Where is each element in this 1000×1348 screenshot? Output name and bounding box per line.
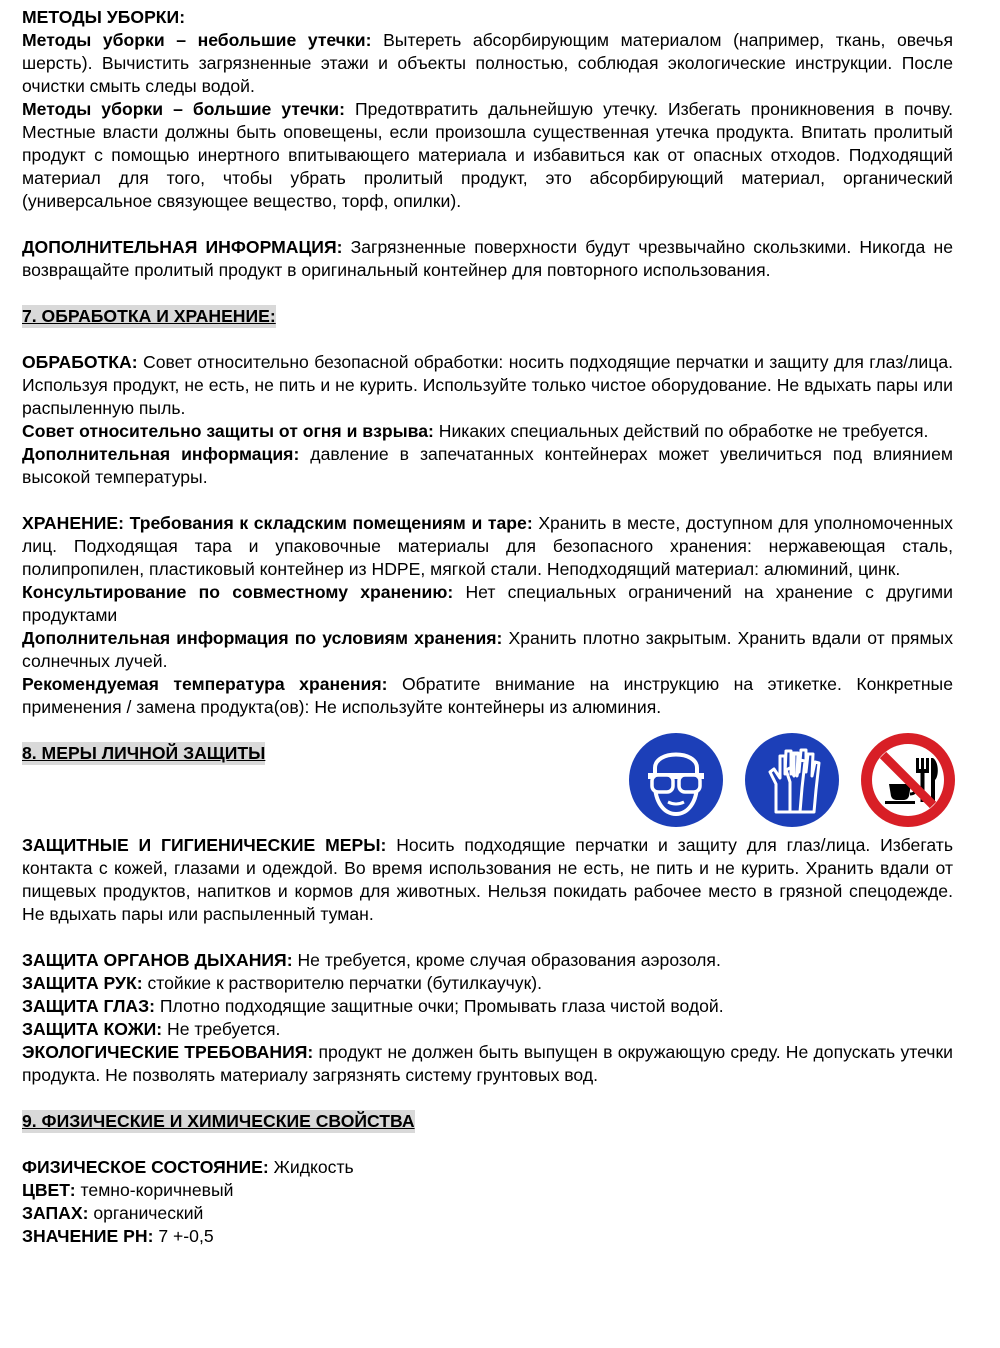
document-page	[22, 6, 953, 1248]
section-8-header	[22, 742, 953, 834]
odor-property: ЗАПАХ: органический	[22, 1203, 204, 1223]
handling-paragraph: ОБРАБОТКА: Совет относительно безопасной обработки: носить подходящие перчатки и защиту для глаз/лица. Используя продукт, не есть, не пить и не курить. Используйте только чистое оборудование. Не вдыхать пары или распыленную пыль.	[22, 352, 953, 418]
storage-paragraph: ХРАНЕНИЕ: Требования к складским помещениям и таре: Хранить в месте, доступном для уполномоченных лиц. Подходящая тара и упаковочные материалы для безопасного хранения: нержавеющая сталь, полипропилен, пластиковый контейнер из HDPE, мягкой стали. Неподходящий материал: алюминий, цинк.	[22, 513, 953, 579]
environmental-requirements: ЭКОЛОГИЧЕСКИЕ ТРЕБОВАНИЯ: продукт не должен быть выпущен в окружающую среду. Не допускать утечки продукта. Не позволять материалу загрязнять систему грунтовых вод.	[22, 1042, 953, 1085]
storage-temperature-paragraph: Рекомендуемая температура хранения: Обратите внимание на инструкцию на этикетке. Конкретные применения / замена продукта(ов): Не используйте контейнеры из алюминия.	[22, 674, 953, 717]
storage-conditions-paragraph: Дополнительная информация по условиям хранения: Хранить плотно закрытым. Хранить вдали от прямых солнечных лучей.	[22, 628, 953, 671]
section-7-title: 7. ОБРАБОТКА И ХРАНЕНИЕ:	[22, 306, 276, 326]
respiratory-protection: ЗАЩИТА ОРГАНОВ ДЫХАНИЯ: Не требуется, кроме случая образования аэрозоля.	[22, 950, 721, 970]
additional-info: ДОПОЛНИТЕЛЬНАЯ ИНФОРМАЦИЯ: Загрязненные поверхности будут чрезвычайно скользкими. Никогда не возвращайте пролитый продукт в оригинальный контейнер для повторного использования.	[22, 237, 953, 280]
eye-protection: ЗАЩИТА ГЛАЗ: Плотно подходящие защитные очки; Промывать глаза чистой водой.	[22, 996, 724, 1016]
eye-protection-icon	[628, 732, 724, 828]
cleanup-large-leaks: Методы уборки – большие утечки: Предотвратить дальнейшую утечку. Избегать проникновения в почву. Местные власти должны быть оповещены, если произошла существенная утечка продукта. Впитать пролитый продукт с помощью инертного впитывающего материала и избавиться как от опасных отходов. Подходящий материал для того, чтобы убрать пролитый продукт, это абсорбирующий материал, органический (универсальное связующее вещество, торф, опилки).	[22, 99, 953, 211]
no-eating-drinking-icon	[860, 732, 956, 828]
gloves-icon	[744, 732, 840, 828]
color-property: ЦВЕТ: темно-коричневый	[22, 1180, 234, 1200]
cleanup-heading: МЕТОДЫ УБОРКИ:	[22, 7, 186, 27]
cleanup-small-leaks: Методы уборки – небольшие утечки: Вытереть абсорбирующим материалом (например, ткань, овечья шерсть). Вычистить загрязненные этажи и объекты полностью, соблюдая экологические инструкции. После очистки смыть следы водой.	[22, 30, 953, 96]
hygiene-measures-paragraph: ЗАЩИТНЫЕ И ГИГИЕНИЧЕСКИЕ МЕРЫ: Носить подходящие перчатки и защиту для глаз/лица. Избегать контакта с кожей, глазами и одеждой. Во время использования не есть, не пить и не курить. Хранить вдали от пищевых продуктов, напитков и кормов для животных. Нельзя покидать рабочее место в грязной спецодежде. Не вдыхать пары или распыленный туман.	[22, 835, 953, 924]
hand-protection: ЗАЩИТА РУК: стойкие к растворителю перчатки (бутилкаучук).	[22, 973, 543, 993]
physical-state: ФИЗИЧЕСКОЕ СОСТОЯНИЕ: Жидкость	[22, 1157, 354, 1177]
section-9-title: 9. ФИЗИЧЕСКИЕ И ХИМИЧЕСКИЕ СВОЙСТВА	[22, 1111, 415, 1131]
fire-protection-paragraph: Совет относительно защиты от огня и взрыва: Никаких специальных действий по обработке не требуется.	[22, 421, 929, 441]
ph-value: ЗНАЧЕНИЕ PH: 7 +-0,5	[22, 1226, 214, 1246]
skin-protection: ЗАЩИТА КОЖИ: Не требуется.	[22, 1019, 281, 1039]
ppe-pictograms	[628, 732, 956, 828]
joint-storage-paragraph: Консультирование по совместному хранению: Нет специальных ограничений на хранение с другими продуктами	[22, 582, 953, 625]
handling-extra-paragraph: Дополнительная информация: давление в запечатанных контейнерах может увеличиться под влиянием высокой температуры.	[22, 444, 953, 487]
section-8-title: 8. МЕРЫ ЛИЧНОЙ ЗАЩИТЫ	[22, 743, 266, 763]
